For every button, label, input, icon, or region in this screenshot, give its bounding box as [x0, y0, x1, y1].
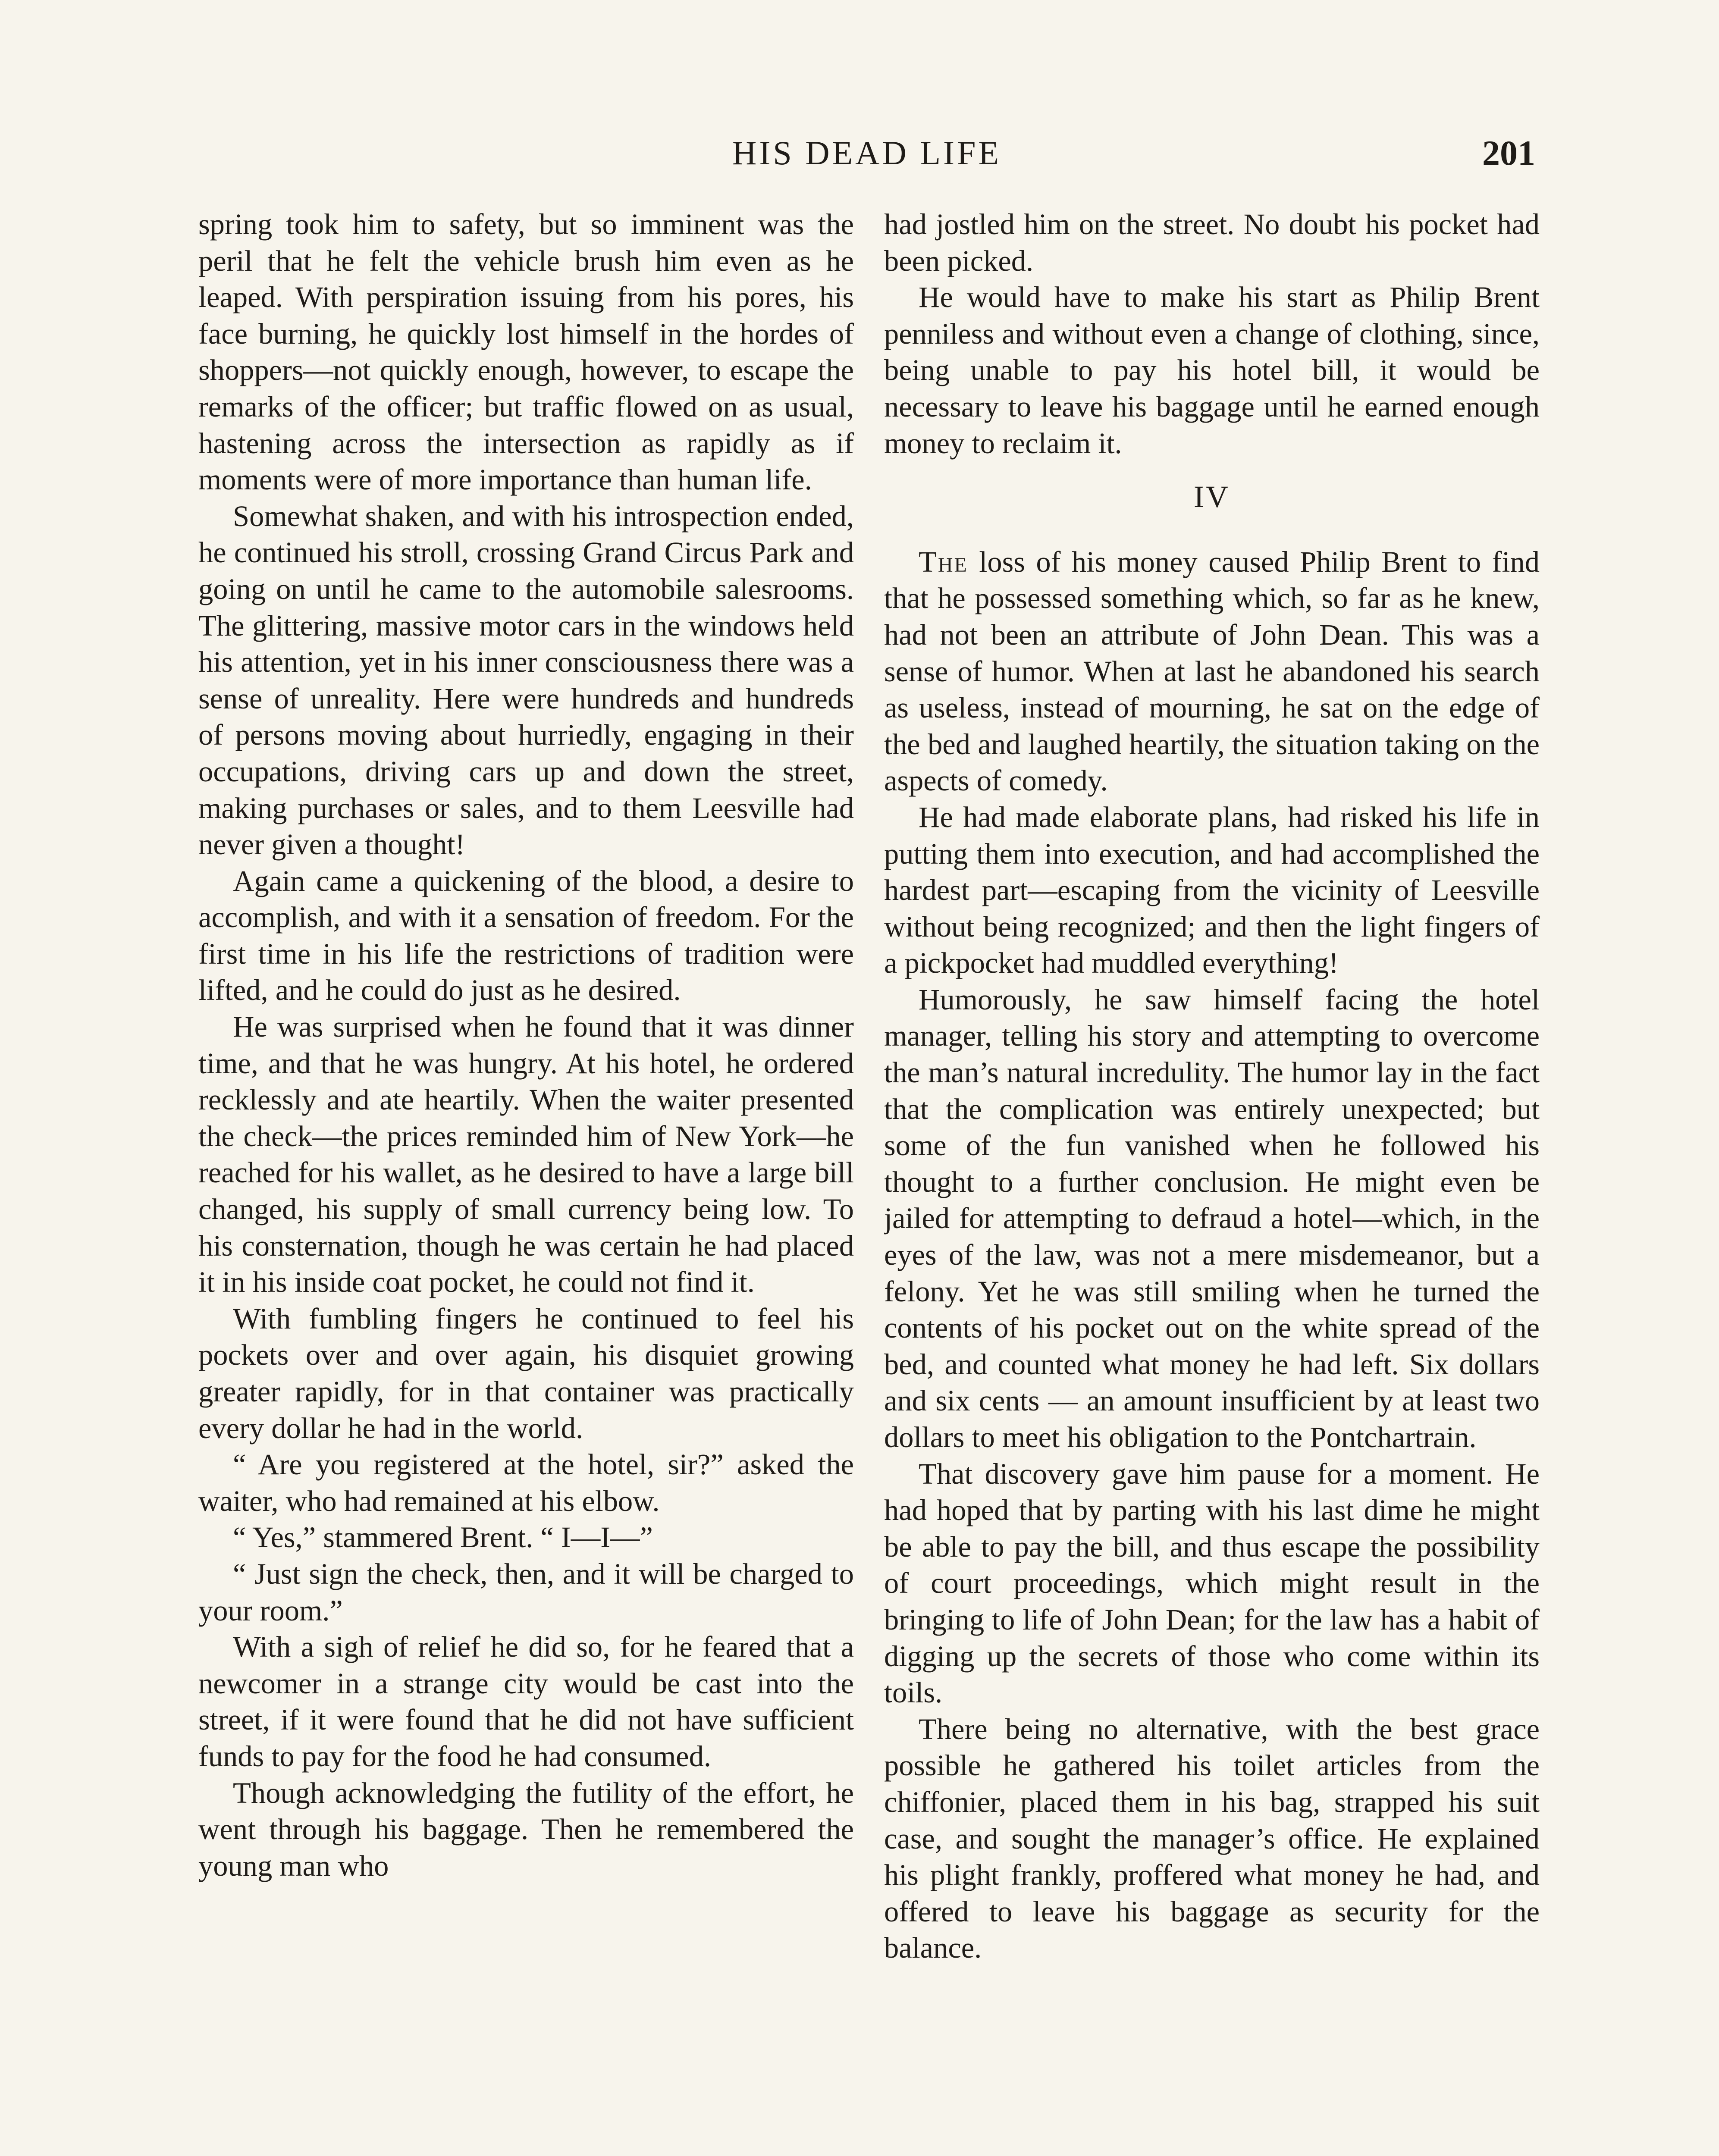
paragraph: spring took him to safety, but so imminent was the peril that he felt the vehicle brush him even as he leaped. With perspiration issuing from his pores, his face burning, he quickly lost himself in the hordes of shoppers—not quickly enough, however, to escape the remarks of the officer; but traffic flowed on as usual, hastening across the intersection as rapidly as if moments were of more importance than human life. — [198, 208, 854, 496]
opening-paragraph-text: loss of his money caused Philip Brent to find that he possessed something which, so far as he knew, had not been an attribute of John Dean. This was a sense of humor. When at last he abandoned his search as useless, instead of mourning, he sat on the edge of the bed and laughed heartily, the situation taking on the aspects of comedy. — [884, 545, 1540, 797]
paragraph: “ Are you registered at the hotel, sir?” asked the waiter, who had remained at his elbow. — [198, 1448, 854, 1517]
paragraph: He would have to make his start as Philip Brent penniless and without even a change of clothing, since, being unable to pay his hotel bill, it would be necessary to leave his baggage until he earned enough money to reclaim it. — [884, 281, 1540, 460]
paragraph: Again came a quickening of the blood, a desire to accomplish, and with it a sensation of freedom. For the first time in his life the restrictions of tradition were lifted, and he could do just as he desired. — [198, 864, 854, 1007]
paragraph: With a sigh of relief he did so, for he feared that a newcomer in a strange city would be cast into the street, if it were found that he did not have sufficient funds to pay for the food he had consumed. — [198, 1630, 854, 1773]
paragraph: He had made elaborate plans, had risked his life in putting them into execution, and had accomplished the hardest part—escaping from the vicinity of Leesville without being recognized; and then the light fingers of a pickpocket had muddled everything! — [884, 800, 1540, 980]
running-title: HIS DEAD LIFE — [732, 134, 1001, 172]
paragraph: had jostled him on the street. No doubt his pocket had been picked. — [884, 208, 1540, 277]
paragraph: He was surprised when he found that it was dinner time, and that he was hungry. At his hotel, he ordered recklessly and ate heartily. When the waiter presented the check—the prices reminded him of New York—he reached for his wallet, as he desired to have a large bill changed, his supply of small currency being low. To his consternation, though he was certain he had placed it in his inside coat pocket, he could not find it. — [198, 1010, 854, 1299]
paragraph: There being no alternative, with the best grace possible he gathered his toilet articles from the chiffonier, placed them in his bag, strapped his suit case, and sought the manager’s office. He explained his plight frankly, proffered what money he had, and offered to leave his baggage as security for the balance. — [884, 1712, 1540, 1965]
section-heading: IV — [1194, 479, 1230, 514]
section-opening-paragraph — [884, 544, 1540, 799]
opening-word: The — [919, 545, 968, 578]
right-column — [884, 206, 1540, 2156]
paragraph: Though acknowledging the futility of the effort, he went through his baggage. Then he remembered the young man who — [198, 1776, 854, 1882]
paragraph: With fumbling fingers he continued to feel his pockets over and over again, his disquiet growing greater rapidly, for in that container was practically every dollar he had in the world. — [198, 1302, 854, 1445]
paragraph: “ Yes,” stammered Brent. “ I—I—” — [233, 1521, 653, 1554]
paragraph: Somewhat shaken, and with his introspection ended, he continued his stroll, crossing Grand Circus Park and going on until he came to the automobile salesrooms. The glittering, massive motor cars in the windows held his attention, yet in his inner consciousness there was a sense of unreality. Here were hundreds and hundreds of persons moving about hurriedly, engaging in their occupations, driving cars up and down the street, making purchases or sales, and to them Leesville had never given a thought! — [198, 499, 854, 861]
paragraph: Humorously, he saw himself facing the hotel manager, telling his story and attempting to overcome the man’s natural incredulity. The humor lay in the fact that the complication was entirely unexpected; but some of the fun vanished when he followed his thought to a further conclusion. He might even be jailed for attempting to defraud a hotel—which, in the eyes of the law, was not a mere misdemeanor, but a felony. Yet he was still smiling when he turned the contents of his pocket out on the white spread of the bed, and counted what money he had left. Six dollars and six cents — an amount insufficient by at least two dollars to meet his obligation to the Pontchartrain. — [884, 983, 1540, 1454]
left-column — [198, 206, 854, 2156]
paragraph: That discovery gave him pause for a moment. He had hoped that by parting with his last dime he might be able to pay the bill, and thus escape the possibility of court proceedings, which might result in the bringing to life of John Dean; for the law has a habit of digging up the secrets of those who come within its toils. — [884, 1457, 1540, 1709]
paragraph: “ Just sign the check, then, and it will be charged to your room.” — [198, 1557, 854, 1627]
page-header — [198, 129, 1535, 181]
page-number: 201 — [1482, 133, 1535, 172]
